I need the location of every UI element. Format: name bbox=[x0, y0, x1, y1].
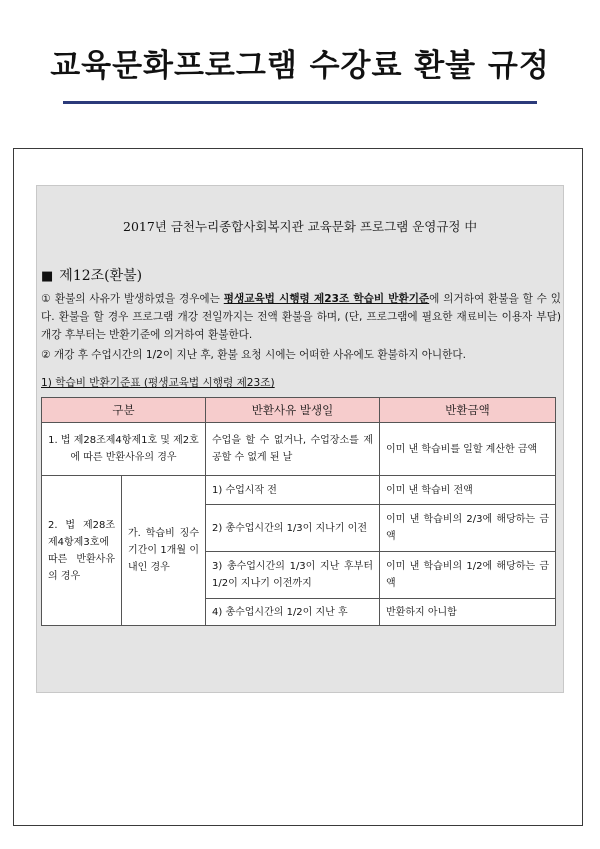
paragraph-1-lead: ① 환불의 사유가 발생하였을 경우에는 bbox=[41, 293, 224, 305]
header-category: 구분 bbox=[42, 398, 206, 423]
group2-subcategory: 가. 학습비 징수기간이 1개월 이내인 경우 bbox=[122, 476, 206, 626]
square-bullet-icon: ■ bbox=[41, 269, 54, 284]
article-heading bbox=[41, 265, 142, 285]
group2-row3-amount: 이미 낸 학습비의 1/2에 해당하는 금액 bbox=[380, 552, 556, 599]
group2-row2-reason: 2) 총수업시간의 1/3이 지나기 이전 bbox=[206, 505, 380, 552]
article-paragraph-1 bbox=[41, 290, 561, 344]
table-header-row bbox=[42, 398, 556, 423]
page-title: 교육문화프로그램 수강료 환불 규정 bbox=[50, 48, 550, 84]
group2-row3-reason: 3) 총수업시간의 1/3이 지난 후부터 1/2이 지나기 이전까지 bbox=[206, 552, 380, 599]
row1-amount: 이미 낸 학습비를 일할 계산한 금액 bbox=[380, 423, 556, 476]
regulation-panel bbox=[36, 185, 564, 693]
title-underline bbox=[63, 101, 537, 104]
group2-row4-amount: 반환하지 아니함 bbox=[380, 599, 556, 626]
article-heading-text: 제12조(환불) bbox=[59, 268, 143, 284]
article-paragraph-2: ② 개강 후 수업시간의 1/2이 지난 후, 환불 요청 시에는 어떠한 사유에도 환불하지 아니한다. bbox=[41, 349, 466, 361]
group2-row1-reason: 1) 수업시작 전 bbox=[206, 476, 380, 505]
row1-reason: 수업을 할 수 없거나, 수업장소를 제공할 수 없게 된 날 bbox=[206, 423, 380, 476]
header-amount: 반환금액 bbox=[380, 398, 556, 423]
paragraph-1-rest: 에 의거하여 환불을 할 수 있다. 환불을 할 경우 프로그램 개강 전일까지는 전액 환불을 하며, (단, 프로그램에 필요한 재료비는 이용자 부담) 개강 후부터는 반환기준에 의거하여 환불한다. bbox=[41, 293, 561, 341]
refund-table bbox=[41, 397, 556, 626]
table-caption: 1) 학습비 반환기준표 (평생교육법 시행령 제23조) bbox=[41, 377, 275, 389]
row1-category: 1. 법 제28조제4항제1호 및 제2호에 따른 반환사유의 경우 bbox=[42, 423, 206, 476]
group2-row4-reason: 4) 총수업시간의 1/2이 지난 후 bbox=[206, 599, 380, 626]
group2-row1-amount: 이미 낸 학습비 전액 bbox=[380, 476, 556, 505]
header-reason: 반환사유 발생일 bbox=[206, 398, 380, 423]
group2-row2-amount: 이미 낸 학습비의 2/3에 해당하는 금액 bbox=[380, 505, 556, 552]
table-row bbox=[42, 423, 556, 476]
group2-category: 2. 법 제28조 제4항제3호에 따른 반환사유의 경우 bbox=[42, 476, 122, 626]
table-row bbox=[42, 476, 556, 505]
document-subtitle: 2017년 금천누리종합사회복지관 교육문화 프로그램 운영규정 中 bbox=[123, 219, 477, 234]
paragraph-1-emphasis: 평생교육법 시행령 제23조 학습비 반환기준 bbox=[223, 293, 430, 305]
